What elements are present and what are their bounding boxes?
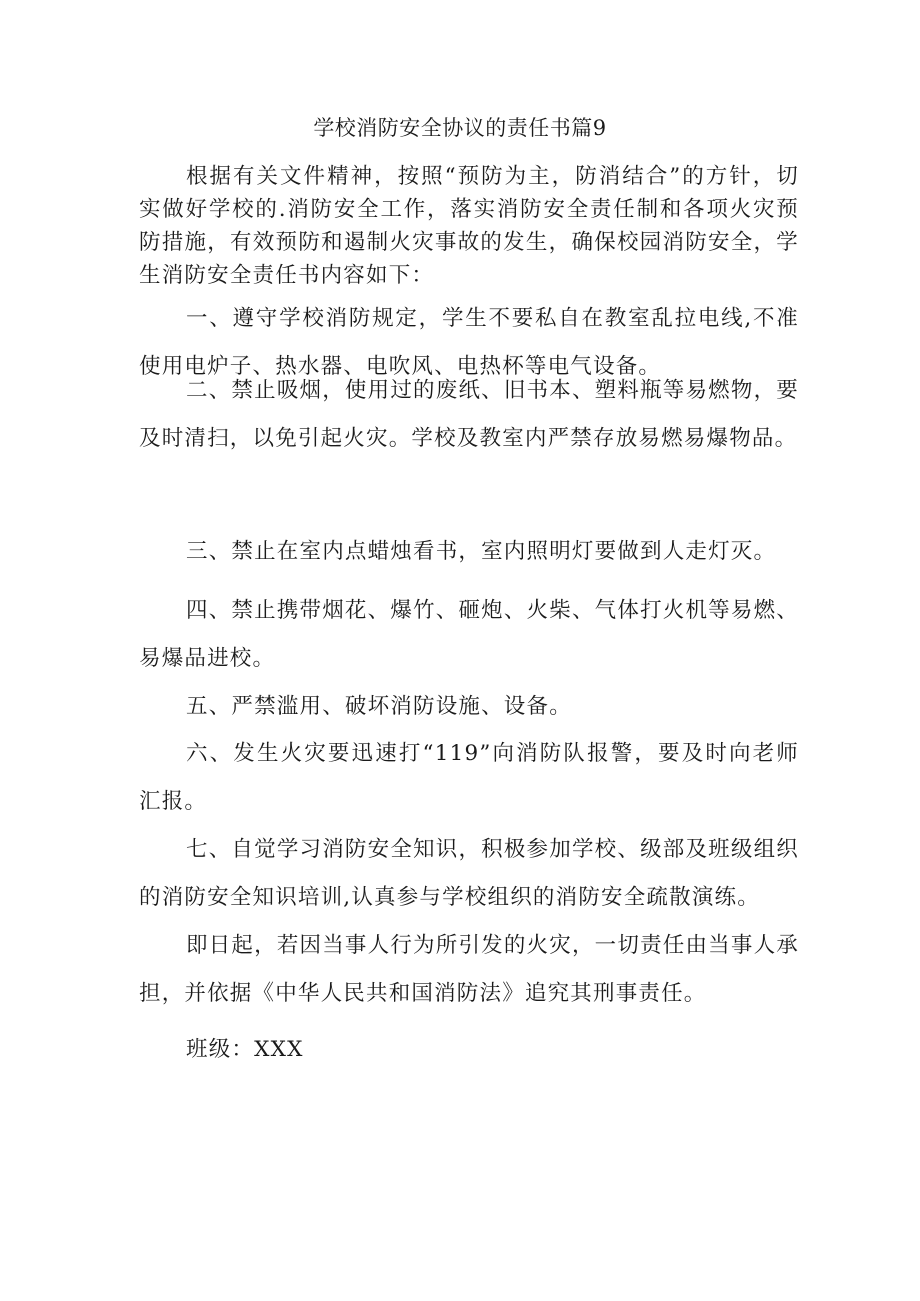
rule-paragraph-7: 七、自觉学习消防安全知识，积极参加学校、级部及班级组织的消防安全知识培训,认真参与学校组织的消防安全疏散演练。	[139, 837, 799, 910]
class-signature-line: 班级：XXX	[186, 1037, 304, 1062]
rule-paragraph-1: 一、遵守学校消防规定，学生不要私自在教室乱拉电线,不准使用电炉子、热水器、电吹风、电热杯等电气设备。	[139, 306, 799, 379]
rule-paragraph-3: 三、禁止在室内点蜡烛看书，室内照明灯要做到人走灯灭。	[186, 539, 777, 564]
intro-paragraph: 根据有关文件精神，按照“预防为主，防消结合”的方针，切实做好学校的.消防安全工作，落实消防安全责任制和各项火灾预防措施，有效预防和遏制火灾事故的发生，确保校园消防安全，学生消防安全责任书内容如下：	[139, 164, 799, 288]
liability-paragraph: 即日起，若因当事人行为所引发的火灾，一切责任由当事人承担，并依据《中华人民共和国消防法》追究其刑事责任。	[139, 933, 799, 1006]
rule-paragraph-6: 六、发生火灾要迅速打“119”向消防队报警，要及时向老师汇报。	[139, 741, 799, 814]
rule-paragraph-4: 四、禁止携带烟花、爆竹、砸炮、火柴、气体打火机等易燃、易爆品进校。	[139, 598, 799, 671]
rule-paragraph-5: 五、严禁滥用、破坏消防设施、设备。	[186, 694, 572, 719]
rule-paragraph-2: 二、禁止吸烟，使用过的废纸、旧书本、塑料瓶等易燃物，要及时清扫，以免引起火灾。学校及教室内严禁存放易燃易爆物品。	[139, 378, 799, 451]
document-title: 学校消防安全协议的责任书篇9	[313, 116, 607, 140]
